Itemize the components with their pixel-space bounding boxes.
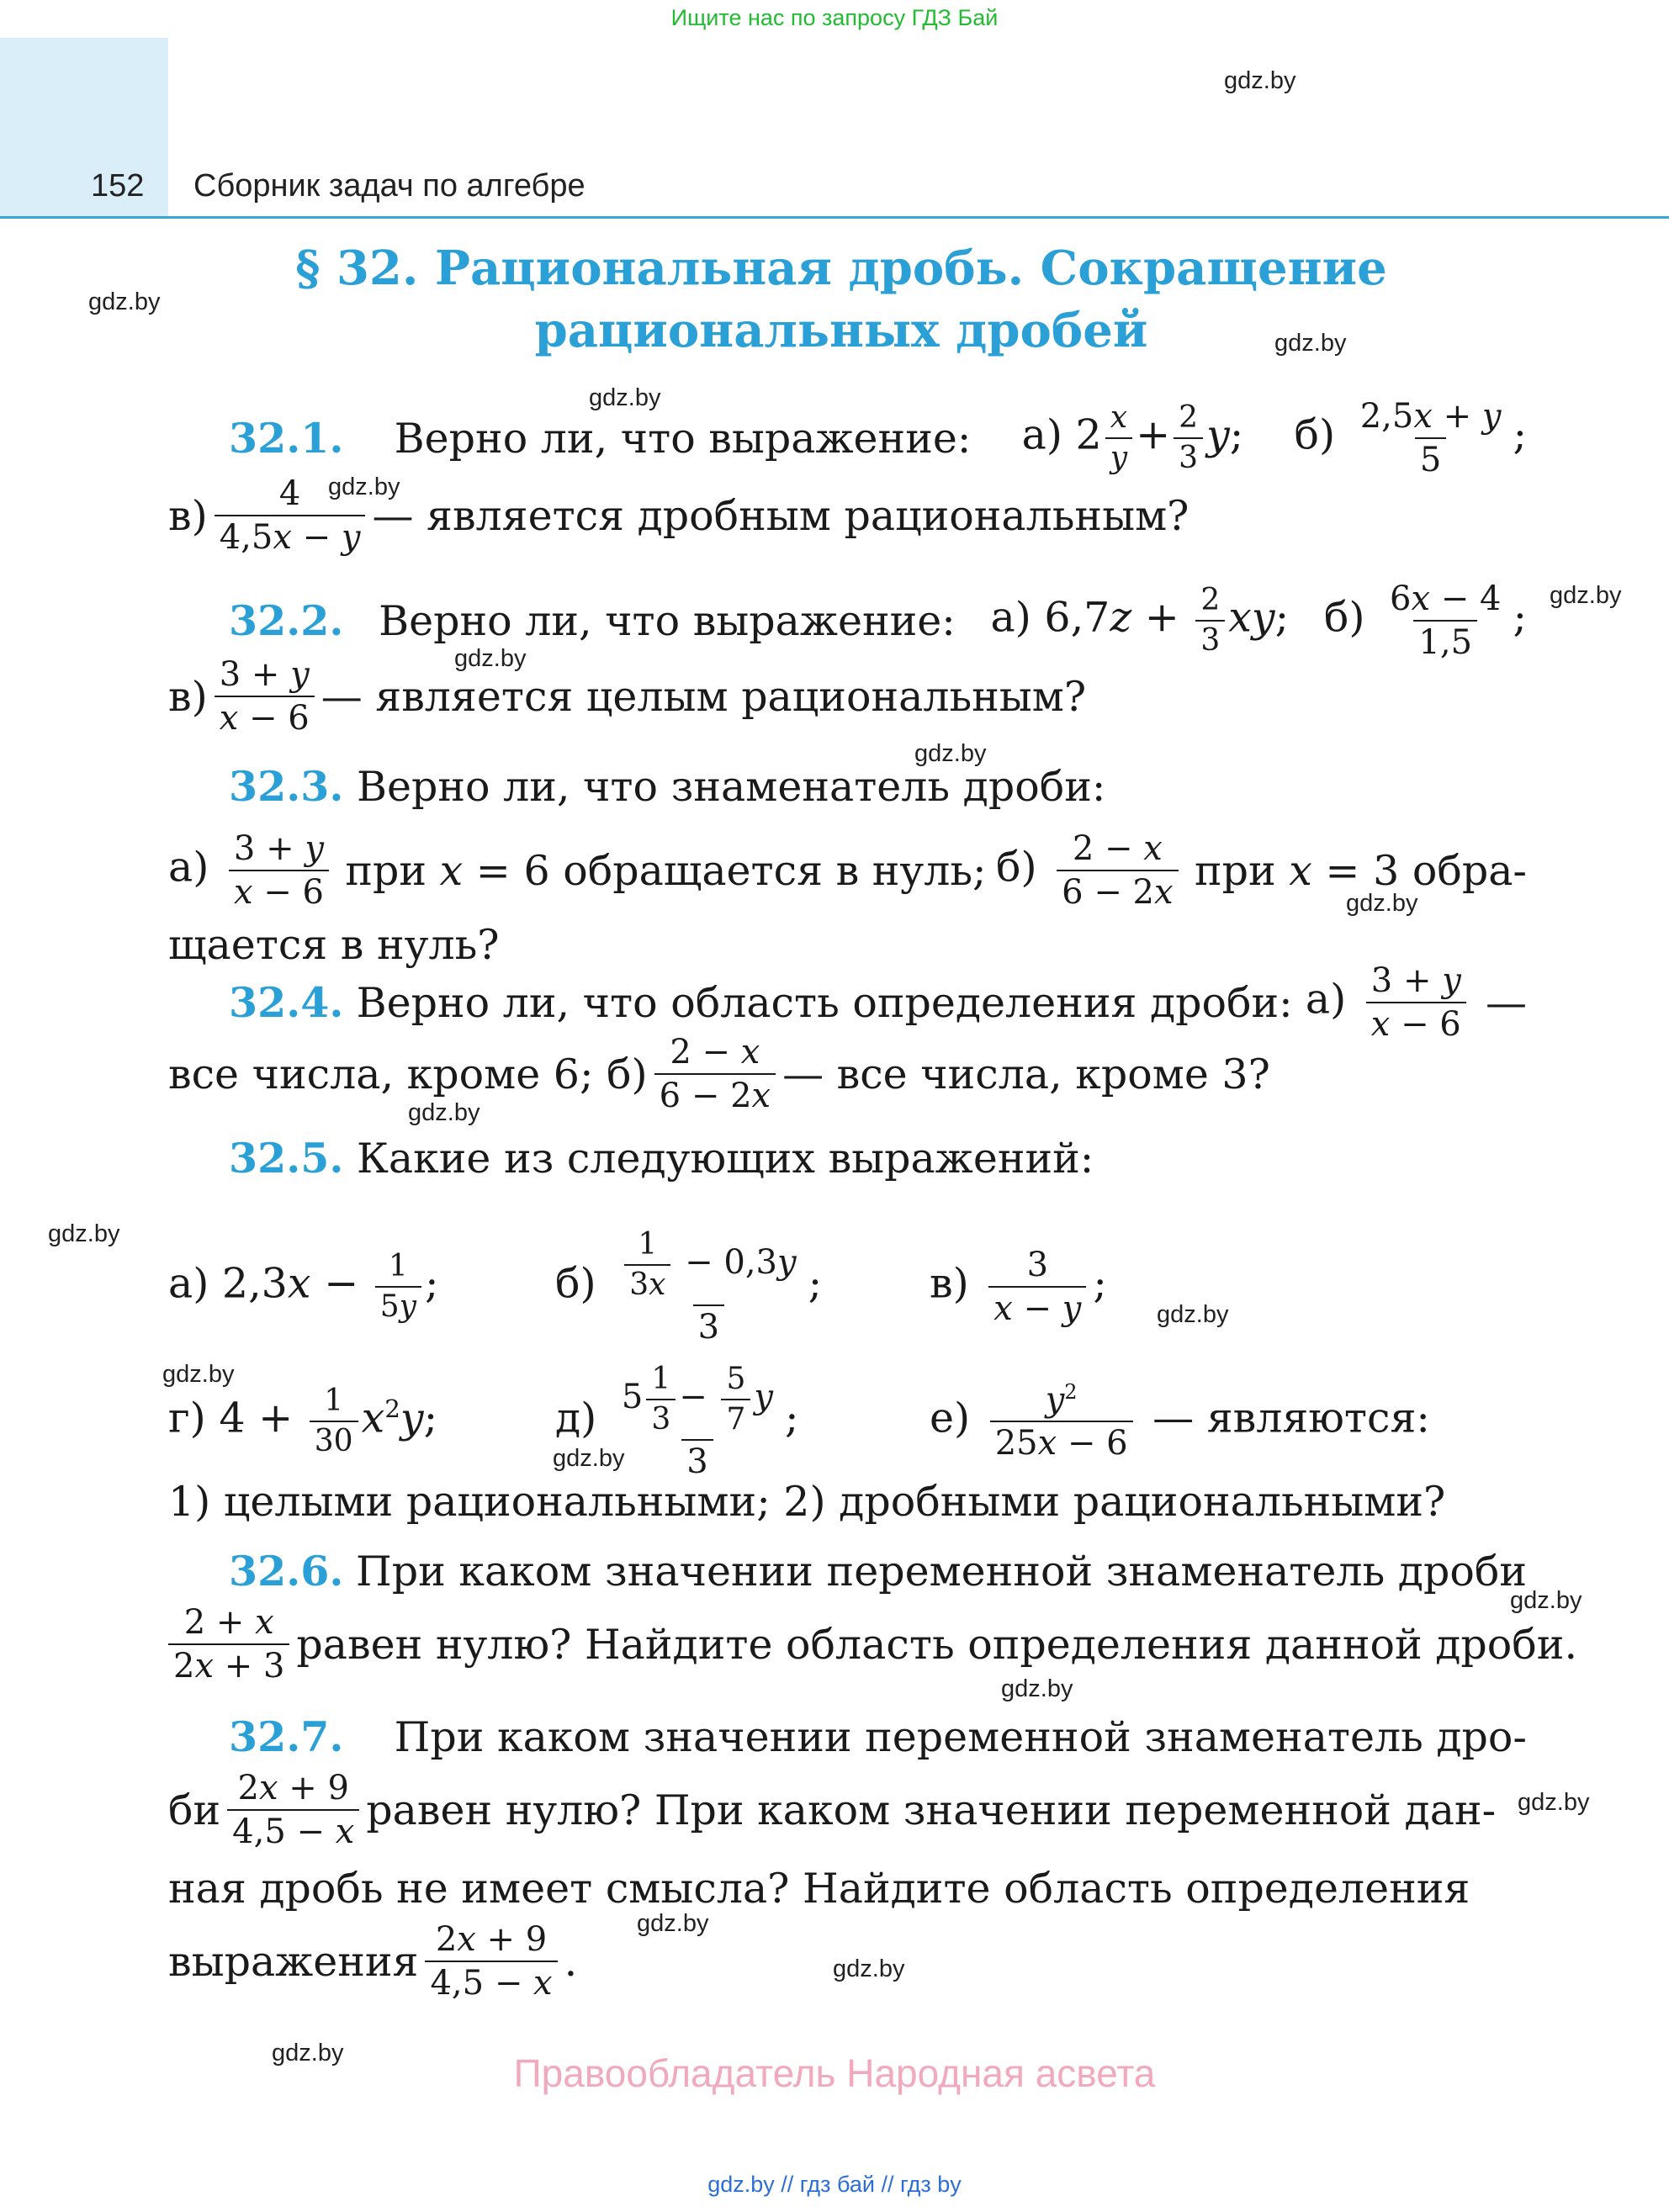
page-number: 152 <box>91 168 145 204</box>
watermark: gdz.by <box>589 384 661 411</box>
fraction: $\frac{2x + 9}{4,5 - x}$ <box>227 1770 359 1850</box>
task-32-3-line2: а) $\frac{3 + y}{x - 6}$ при x = 6 обращается в нуль; б) $\frac{2 - x}{6 - 2x}$ при x = 3 обра- <box>168 829 1527 912</box>
task-32-5-line1 <box>229 1112 1527 1204</box>
watermark: gdz.by <box>454 645 527 672</box>
task-text: 1) целыми рациональными; 2) дробными рациональными? <box>168 1477 1446 1526</box>
watermark: gdz.by <box>1518 1789 1590 1816</box>
watermark: gdz.by <box>162 1361 235 1388</box>
task-expression-b: б) $\frac{6x - 4}{1,5}$ ; <box>1323 579 1527 662</box>
task-text: — является дробным рациональным? <box>372 491 1189 540</box>
section-title-line2: рациональных дробей <box>534 303 1148 358</box>
task-expression-a: а) 2 $\frac{x}{y}$ + $\frac{2}{3}$ y; <box>1021 400 1244 475</box>
task-number: 32.7. <box>229 1712 344 1761</box>
task-32-3-line1 <box>229 740 1527 833</box>
fraction: $\frac{4}{4,5x - y}$ <box>215 476 366 555</box>
watermark: gdz.by <box>1510 1587 1582 1614</box>
watermark: gdz.by <box>553 1445 625 1472</box>
section-title <box>210 237 1472 362</box>
task-number: 32.1. <box>229 414 344 463</box>
task-number: 32.4. <box>229 978 344 1027</box>
watermark: gdz.by <box>637 1910 709 1937</box>
task-text: ная дробь не имеет смысла? Найдите область определения <box>168 1864 1470 1913</box>
watermark: gdz.by <box>272 2040 344 2066</box>
watermark: gdz.by <box>408 1099 480 1126</box>
watermark: gdz.by <box>1001 1675 1073 1702</box>
task-32-7-line2: би $\frac{2x + 9}{4,5 - x}$ равен нулю? При каком значении переменной дан- <box>168 1769 1497 1851</box>
watermark: gdz.by <box>1224 67 1296 94</box>
task-text: щается в нуль? <box>168 920 500 969</box>
task-32-4-line2: все числа, кроме 6; б) $\frac{2 - x}{6 - 2x}$ — все числа, кроме 3? <box>168 1033 1270 1115</box>
top-banner[interactable]: Ищите нас по запросу ГДЗ Бай <box>670 5 999 30</box>
watermark: gdz.by <box>1274 330 1347 357</box>
fraction: $\frac{3 + y}{x - 6}$ <box>215 657 315 736</box>
watermark: gdz.by <box>48 1220 120 1247</box>
fraction: $\frac{2 + x}{2x + 3}$ <box>168 1605 289 1684</box>
watermark: gdz.by <box>328 474 400 500</box>
watermark: gdz.by <box>1346 890 1418 917</box>
task-text: равен нулю? Найдите область определения данной дроби. <box>296 1620 1578 1669</box>
fraction: $\frac{2 - x}{6 - 2x}$ <box>654 1035 776 1114</box>
watermark: gdz.by <box>833 1955 905 1982</box>
task-number: 32.6. <box>229 1547 344 1595</box>
task-text: — является целым рациональным? <box>321 672 1087 721</box>
task-text: равен нулю? При каком значении переменной дан- <box>366 1786 1497 1834</box>
task-number: 32.3. <box>229 762 344 811</box>
bottom-links[interactable]: gdz.by // гдз бай // гдз by <box>707 2172 962 2197</box>
task-text: При каком значении переменной знаменатель дро- <box>394 1712 1527 1761</box>
task-32-5-row2: г) 4 + $\frac{1}{30}$ $x^2y$; д) 5 $\frac{1}{3}$ − $\frac{5}{7}$ y 3 ; е) $\frac{y^2}{25x - 6}$ — являются: <box>168 1362 1430 1481</box>
task-32-2-line2: в) $\frac{3 + y}{x - 6}$ — является целым рациональным? <box>168 655 1087 738</box>
watermark: gdz.by <box>914 740 987 767</box>
section-title-line1: § 32. Рациональная дробь. Сокращение <box>295 241 1387 296</box>
task-expression-a: а) 6,7z + $\frac{2}{3}$ xy; <box>990 583 1290 658</box>
task-32-1-line2: в) $\frac{4}{4,5x - y}$ — является дробным рациональным? <box>168 474 1189 557</box>
task-text: При каком значении переменной знаменатель дроби <box>356 1547 1527 1595</box>
copyright-note: Правообладатель Народная асвета <box>513 2051 1156 2095</box>
task-text: Какие из следующих выражений: <box>356 1134 1094 1183</box>
fraction: $\frac{2x + 9}{4,5 - x}$ <box>425 1922 557 2001</box>
watermark: gdz.by <box>88 288 161 315</box>
task-expression-b: б) $\frac{2,5x + y}{5}$ ; <box>1294 397 1527 479</box>
watermark: gdz.by <box>1550 582 1622 609</box>
task-number: 32.2. <box>229 596 344 645</box>
running-head: Сборник задач по алгебре <box>193 168 585 204</box>
task-text: Верно ли, что область определения дроби: <box>356 978 1293 1027</box>
header-rule <box>0 216 1669 219</box>
task-text: Верно ли, что знаменатель дроби: <box>356 762 1106 811</box>
task-number: 32.5. <box>229 1134 344 1183</box>
task-32-7-line4: выражения $\frac{2x + 9}{4,5 - x}$ . <box>168 1920 578 2003</box>
watermark: gdz.by <box>1157 1301 1229 1328</box>
task-32-4-line1: 32.4. Верно ли, что область определения дроби: а) $\frac{3 + y}{x - 6}$ — <box>229 961 1527 1044</box>
task-32-5-row1: а) 2,3x − $\frac{1}{5y}$ ; б) $\frac{1}{3x}$ − 0,3y 3 ; в) $\frac{3}{x - y}$ ; <box>168 1227 1107 1347</box>
task-text: Верно ли, что выражение: <box>394 414 972 463</box>
task-text: Верно ли, что выражение: <box>379 596 956 645</box>
